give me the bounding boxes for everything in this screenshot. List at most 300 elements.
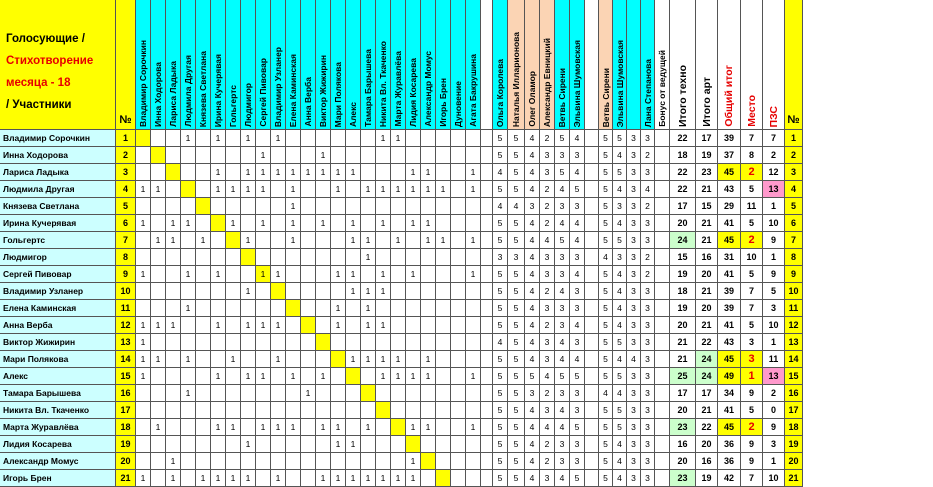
place-cell: 10 bbox=[741, 249, 763, 266]
judge-name: Эльвина Шумовская bbox=[571, 39, 582, 127]
overall-total: 37 bbox=[718, 147, 741, 164]
judge-score: 5 bbox=[508, 164, 525, 181]
judge-score: 5 bbox=[570, 419, 585, 436]
techno-total: 25 bbox=[670, 368, 696, 385]
vote-cell: 1 bbox=[166, 317, 181, 334]
vote-cell: 1 bbox=[391, 351, 406, 368]
extra-vote-cell bbox=[451, 385, 466, 402]
overall-total: 39 bbox=[718, 130, 741, 147]
row-number: 10 bbox=[116, 283, 136, 300]
vote-cell bbox=[181, 283, 196, 300]
vote-cell bbox=[346, 317, 361, 334]
vote-cell bbox=[421, 249, 436, 266]
extra-vote-cell bbox=[451, 368, 466, 385]
techno-total: 20 bbox=[670, 402, 696, 419]
judge-name: Александр Евницкий bbox=[541, 37, 552, 127]
vote-cell: 1 bbox=[376, 266, 391, 283]
participant-name: Лидия Косарева bbox=[0, 436, 116, 453]
spacer-cell bbox=[481, 402, 493, 419]
judge-score: 4 bbox=[493, 198, 508, 215]
participant-name: Мари Полякова bbox=[0, 351, 116, 368]
vote-cell bbox=[151, 334, 166, 351]
judge-score: 3 bbox=[540, 266, 555, 283]
vote-cell bbox=[226, 198, 241, 215]
judge-score: 5 bbox=[599, 147, 613, 164]
participant-name: Гольгертс bbox=[0, 232, 116, 249]
judge-score: 4 bbox=[525, 300, 540, 317]
vote-cell: 1 bbox=[226, 215, 241, 232]
vote-cell: 1 bbox=[406, 470, 421, 487]
voter-header bbox=[241, 0, 256, 130]
vote-cell bbox=[151, 402, 166, 419]
vote-cell bbox=[376, 164, 391, 181]
vote-cell bbox=[166, 351, 181, 368]
vote-cell: 1 bbox=[181, 130, 196, 147]
overall-total: 43 bbox=[718, 334, 741, 351]
spacer-cell bbox=[481, 181, 493, 198]
vote-cell bbox=[361, 147, 376, 164]
vote-cell: 1 bbox=[241, 470, 256, 487]
judge-score: 2 bbox=[540, 215, 555, 232]
voter-header bbox=[331, 0, 346, 130]
pzs-cell: 1 bbox=[763, 249, 785, 266]
vote-cell bbox=[271, 453, 286, 470]
row-number-right: 1 bbox=[785, 130, 803, 147]
vote-cell bbox=[436, 215, 451, 232]
judge-score: 3 bbox=[641, 453, 655, 470]
vote-cell bbox=[301, 453, 316, 470]
spacer-cell bbox=[481, 453, 493, 470]
vote-cell bbox=[136, 402, 151, 419]
vote-cell bbox=[166, 181, 181, 198]
self-vote-cell bbox=[331, 351, 346, 368]
spacer-cell bbox=[481, 130, 493, 147]
pzs-cell: 5 bbox=[763, 283, 785, 300]
judge-score: 3 bbox=[627, 368, 641, 385]
vote-cell bbox=[196, 436, 211, 453]
techno-total: 22 bbox=[670, 130, 696, 147]
spacer-cell bbox=[585, 215, 599, 232]
techno-total: 21 bbox=[670, 351, 696, 368]
vote-cell bbox=[376, 300, 391, 317]
column-header bbox=[481, 0, 493, 130]
judge-score: 2 bbox=[540, 436, 555, 453]
row-number: 13 bbox=[116, 334, 136, 351]
judge-score: 3 bbox=[570, 283, 585, 300]
participant-name: Инна Ходорова bbox=[0, 147, 116, 164]
vote-cell bbox=[316, 436, 331, 453]
judge-score: 5 bbox=[599, 283, 613, 300]
judge-score: 5 bbox=[599, 164, 613, 181]
voter-name: Елена Каминская bbox=[287, 53, 298, 127]
art-total: 17 bbox=[696, 385, 718, 402]
judge-score: 3 bbox=[555, 436, 570, 453]
judge-name: Эльвина Шумовская bbox=[614, 39, 625, 127]
vote-cell bbox=[406, 147, 421, 164]
art-total: 21 bbox=[696, 181, 718, 198]
vote-cell bbox=[391, 402, 406, 419]
vote-cell bbox=[211, 334, 226, 351]
judge-score: 4 bbox=[613, 453, 627, 470]
participant-name: Ирина Кучерявая bbox=[0, 215, 116, 232]
vote-cell: 1 bbox=[151, 419, 166, 436]
row-number-right: 5 bbox=[785, 198, 803, 215]
place-cell: 9 bbox=[741, 436, 763, 453]
vote-cell bbox=[436, 147, 451, 164]
vote-cell: 1 bbox=[331, 317, 346, 334]
place-cell: 5 bbox=[741, 266, 763, 283]
vote-cell: 1 bbox=[256, 147, 271, 164]
vote-cell: 1 bbox=[376, 368, 391, 385]
vote-cell bbox=[331, 147, 346, 164]
vote-cell bbox=[226, 164, 241, 181]
judge-score: 3 bbox=[627, 181, 641, 198]
spacer-cell bbox=[481, 266, 493, 283]
judge-score: 4 bbox=[525, 130, 540, 147]
vote-cell bbox=[316, 300, 331, 317]
voter-header bbox=[316, 0, 331, 130]
vote-cell bbox=[196, 181, 211, 198]
extra-vote-cell bbox=[451, 436, 466, 453]
self-vote-cell bbox=[361, 385, 376, 402]
vote-cell: 1 bbox=[181, 385, 196, 402]
vote-cell: 1 bbox=[211, 266, 226, 283]
vote-cell bbox=[331, 385, 346, 402]
overall-total: 45 bbox=[718, 419, 741, 436]
vote-cell: 1 bbox=[391, 181, 406, 198]
judge-score: 3 bbox=[627, 283, 641, 300]
voter-name: Мари Полякова bbox=[332, 61, 343, 127]
art-total: 16 bbox=[696, 453, 718, 470]
vote-cell bbox=[301, 198, 316, 215]
judge-score: 5 bbox=[493, 402, 508, 419]
vote-cell bbox=[286, 385, 301, 402]
judge-score: 4 bbox=[613, 215, 627, 232]
voter-header bbox=[196, 0, 211, 130]
place-cell: 5 bbox=[741, 317, 763, 334]
pzs-cell: 1 bbox=[763, 198, 785, 215]
judge-header bbox=[508, 0, 525, 130]
spacer-cell bbox=[481, 334, 493, 351]
extra-vote-cell bbox=[451, 300, 466, 317]
voter-name: Лариса Ладыка bbox=[167, 61, 178, 127]
vote-cell bbox=[436, 283, 451, 300]
judge-score: 5 bbox=[570, 181, 585, 198]
row-number-right: 12 bbox=[785, 317, 803, 334]
vote-cell bbox=[391, 164, 406, 181]
judge-score: 3 bbox=[627, 198, 641, 215]
participant-name: Виктор Жижирин bbox=[0, 334, 116, 351]
vote-cell bbox=[301, 249, 316, 266]
techno-total: 20 bbox=[670, 453, 696, 470]
judge-score: 3 bbox=[555, 317, 570, 334]
vote-cell: 1 bbox=[136, 368, 151, 385]
judge-score: 5 bbox=[570, 470, 585, 487]
vote-cell bbox=[406, 249, 421, 266]
vote-cell bbox=[346, 198, 361, 215]
vote-cell: 1 bbox=[346, 436, 361, 453]
judge-score: 3 bbox=[540, 334, 555, 351]
judge-score: 5 bbox=[493, 232, 508, 249]
self-vote-cell bbox=[226, 232, 241, 249]
row-number-right: 3 bbox=[785, 164, 803, 181]
row-number: 18 bbox=[116, 419, 136, 436]
vote-cell bbox=[196, 334, 211, 351]
overall-total: 39 bbox=[718, 283, 741, 300]
bonus-cell bbox=[655, 470, 670, 487]
vote-cell bbox=[226, 300, 241, 317]
vote-cell bbox=[226, 436, 241, 453]
judge-score: 3 bbox=[555, 385, 570, 402]
vote-cell bbox=[421, 470, 436, 487]
vote-cell: 1 bbox=[166, 470, 181, 487]
number-header-right-label: № bbox=[787, 114, 800, 126]
place-cell: 1 bbox=[741, 368, 763, 385]
art-total: 21 bbox=[696, 317, 718, 334]
judge-score: 5 bbox=[493, 368, 508, 385]
self-vote-cell bbox=[271, 283, 286, 300]
judge-name: Олег Оламор bbox=[526, 71, 537, 127]
judge-header bbox=[525, 0, 540, 130]
vote-cell bbox=[436, 453, 451, 470]
voter-header bbox=[136, 0, 151, 130]
judge-score: 3 bbox=[627, 419, 641, 436]
vote-cell bbox=[211, 147, 226, 164]
vote-cell bbox=[286, 470, 301, 487]
voter-name: Инна Ходорова bbox=[152, 62, 163, 127]
extra-vote-cell bbox=[451, 402, 466, 419]
judge-score: 3 bbox=[613, 249, 627, 266]
vote-cell bbox=[436, 368, 451, 385]
place-cell: 7 bbox=[741, 300, 763, 317]
spacer-cell bbox=[585, 147, 599, 164]
spacer-cell bbox=[585, 453, 599, 470]
vote-cell bbox=[286, 317, 301, 334]
vote-cell bbox=[196, 453, 211, 470]
title-line-voters: Голосующие / bbox=[6, 33, 85, 45]
vote-cell bbox=[211, 453, 226, 470]
judge-score: 4 bbox=[613, 385, 627, 402]
vote-cell: 1 bbox=[316, 419, 331, 436]
vote-cell bbox=[316, 402, 331, 419]
judge-score: 5 bbox=[599, 130, 613, 147]
spacer-cell bbox=[585, 300, 599, 317]
judge-score: 5 bbox=[508, 436, 525, 453]
row-number: 20 bbox=[116, 453, 136, 470]
judge-score: 4 bbox=[525, 453, 540, 470]
vote-cell bbox=[436, 164, 451, 181]
vote-cell bbox=[256, 130, 271, 147]
vote-cell bbox=[331, 368, 346, 385]
vote-cell bbox=[391, 147, 406, 164]
vote-cell bbox=[361, 402, 376, 419]
vote-cell: 1 bbox=[376, 317, 391, 334]
vote-cell bbox=[136, 300, 151, 317]
judge-score: 3 bbox=[540, 164, 555, 181]
spacer-cell bbox=[481, 368, 493, 385]
judge-score: 5 bbox=[493, 181, 508, 198]
vote-cell bbox=[256, 300, 271, 317]
vote-cell bbox=[301, 368, 316, 385]
voter-header bbox=[256, 0, 271, 130]
art-total: 19 bbox=[696, 470, 718, 487]
vote-cell bbox=[421, 283, 436, 300]
extra-vote-cell: 1 bbox=[466, 419, 481, 436]
vote-cell: 1 bbox=[256, 181, 271, 198]
vote-cell bbox=[316, 232, 331, 249]
voter-name: Сергей Пивовар bbox=[257, 58, 268, 127]
row-number: 17 bbox=[116, 402, 136, 419]
vote-cell: 1 bbox=[286, 419, 301, 436]
voter-header bbox=[376, 0, 391, 130]
number-header bbox=[116, 0, 136, 130]
vote-cell bbox=[406, 317, 421, 334]
participant-name: Алекс bbox=[0, 368, 116, 385]
vote-cell bbox=[136, 453, 151, 470]
vote-cell bbox=[331, 130, 346, 147]
bonus-cell bbox=[655, 266, 670, 283]
judge-score: 2 bbox=[641, 147, 655, 164]
overall-total: 43 bbox=[718, 181, 741, 198]
vote-cell: 1 bbox=[241, 283, 256, 300]
extra-voter-name: Дуновение bbox=[452, 80, 463, 127]
vote-cell: 1 bbox=[256, 317, 271, 334]
judge-score: 5 bbox=[599, 436, 613, 453]
vote-cell bbox=[421, 198, 436, 215]
judge-score: 3 bbox=[570, 147, 585, 164]
participant-name: Людмила Другая bbox=[0, 181, 116, 198]
voter-name: Лидия Косарева bbox=[407, 58, 418, 127]
vote-cell bbox=[286, 266, 301, 283]
vote-cell bbox=[271, 249, 286, 266]
judge-header bbox=[599, 0, 613, 130]
vote-cell bbox=[376, 198, 391, 215]
judge-score: 5 bbox=[599, 198, 613, 215]
vote-cell bbox=[301, 436, 316, 453]
judge-score: 5 bbox=[599, 317, 613, 334]
judge-score: 4 bbox=[613, 436, 627, 453]
judge-score: 5 bbox=[493, 385, 508, 402]
judge-score: 3 bbox=[570, 385, 585, 402]
judge-score: 4 bbox=[613, 351, 627, 368]
judge-score: 3 bbox=[641, 283, 655, 300]
vote-cell: 1 bbox=[331, 164, 346, 181]
vote-cell bbox=[181, 334, 196, 351]
judge-score: 3 bbox=[555, 147, 570, 164]
vote-cell bbox=[181, 164, 196, 181]
judge-score: 5 bbox=[493, 419, 508, 436]
vote-cell: 1 bbox=[331, 470, 346, 487]
judge-score: 4 bbox=[493, 334, 508, 351]
place-cell: 2 bbox=[741, 419, 763, 436]
vote-cell bbox=[421, 147, 436, 164]
judge-score: 3 bbox=[540, 470, 555, 487]
vote-cell bbox=[301, 232, 316, 249]
vote-cell: 1 bbox=[421, 232, 436, 249]
vote-cell bbox=[316, 317, 331, 334]
place-cell: 2 bbox=[741, 232, 763, 249]
participant-name: Князева Светлана bbox=[0, 198, 116, 215]
art-total: 19 bbox=[696, 147, 718, 164]
extra-vote-cell bbox=[451, 283, 466, 300]
judge-name: Наталья Илларионова bbox=[510, 31, 521, 127]
vote-cell bbox=[376, 436, 391, 453]
vote-cell bbox=[181, 402, 196, 419]
participant-name: Елена Каминская bbox=[0, 300, 116, 317]
extra-vote-cell: 1 bbox=[466, 232, 481, 249]
row-number-right: 2 bbox=[785, 147, 803, 164]
voter-header bbox=[301, 0, 316, 130]
vote-cell bbox=[436, 402, 451, 419]
vote-cell bbox=[301, 147, 316, 164]
bonus-cell bbox=[655, 130, 670, 147]
judge-score: 3 bbox=[627, 232, 641, 249]
row-number: 4 bbox=[116, 181, 136, 198]
row-number: 5 bbox=[116, 198, 136, 215]
participant-name: Владимир Узланер bbox=[0, 283, 116, 300]
pzs-cell: 10 bbox=[763, 470, 785, 487]
judge-header bbox=[555, 0, 570, 130]
judge-score: 2 bbox=[641, 266, 655, 283]
extra-vote-cell bbox=[451, 317, 466, 334]
judge-score: 5 bbox=[599, 232, 613, 249]
techno-total: 17 bbox=[670, 198, 696, 215]
vote-cell bbox=[151, 368, 166, 385]
vote-cell bbox=[151, 164, 166, 181]
judge-score: 3 bbox=[555, 300, 570, 317]
vote-cell bbox=[226, 317, 241, 334]
judge-score: 5 bbox=[508, 470, 525, 487]
judge-score: 4 bbox=[555, 334, 570, 351]
vote-cell bbox=[241, 419, 256, 436]
vote-cell bbox=[421, 402, 436, 419]
vote-cell bbox=[196, 283, 211, 300]
spacer-cell bbox=[481, 283, 493, 300]
vote-cell: 1 bbox=[181, 351, 196, 368]
judge-score: 2 bbox=[540, 130, 555, 147]
vote-cell bbox=[301, 470, 316, 487]
judge-header bbox=[641, 0, 655, 130]
vote-cell: 1 bbox=[376, 215, 391, 232]
judge-score: 3 bbox=[508, 249, 525, 266]
judge-score: 5 bbox=[613, 368, 627, 385]
vote-cell bbox=[436, 198, 451, 215]
judge-score: 5 bbox=[508, 334, 525, 351]
vote-cell bbox=[346, 147, 361, 164]
place-cell: 5 bbox=[741, 215, 763, 232]
spacer-cell bbox=[585, 368, 599, 385]
row-number: 8 bbox=[116, 249, 136, 266]
vote-cell bbox=[256, 249, 271, 266]
vote-cell bbox=[421, 300, 436, 317]
vote-cell: 1 bbox=[361, 470, 376, 487]
spacer-cell bbox=[585, 181, 599, 198]
vote-cell: 1 bbox=[241, 436, 256, 453]
voter-name: Алекс bbox=[347, 101, 358, 127]
judge-score: 4 bbox=[570, 130, 585, 147]
judge-score: 3 bbox=[540, 402, 555, 419]
judge-name: Лана Степанова bbox=[642, 58, 653, 127]
vote-cell bbox=[166, 334, 181, 351]
judge-score: 3 bbox=[641, 351, 655, 368]
vote-cell: 1 bbox=[286, 164, 301, 181]
judge-score: 4 bbox=[570, 351, 585, 368]
vote-cell bbox=[301, 419, 316, 436]
judge-name: Ветвь Сирени bbox=[556, 67, 567, 127]
voter-name: Владимир Сорочкин bbox=[137, 39, 148, 127]
vote-cell: 1 bbox=[406, 368, 421, 385]
judge-score: 4 bbox=[540, 232, 555, 249]
